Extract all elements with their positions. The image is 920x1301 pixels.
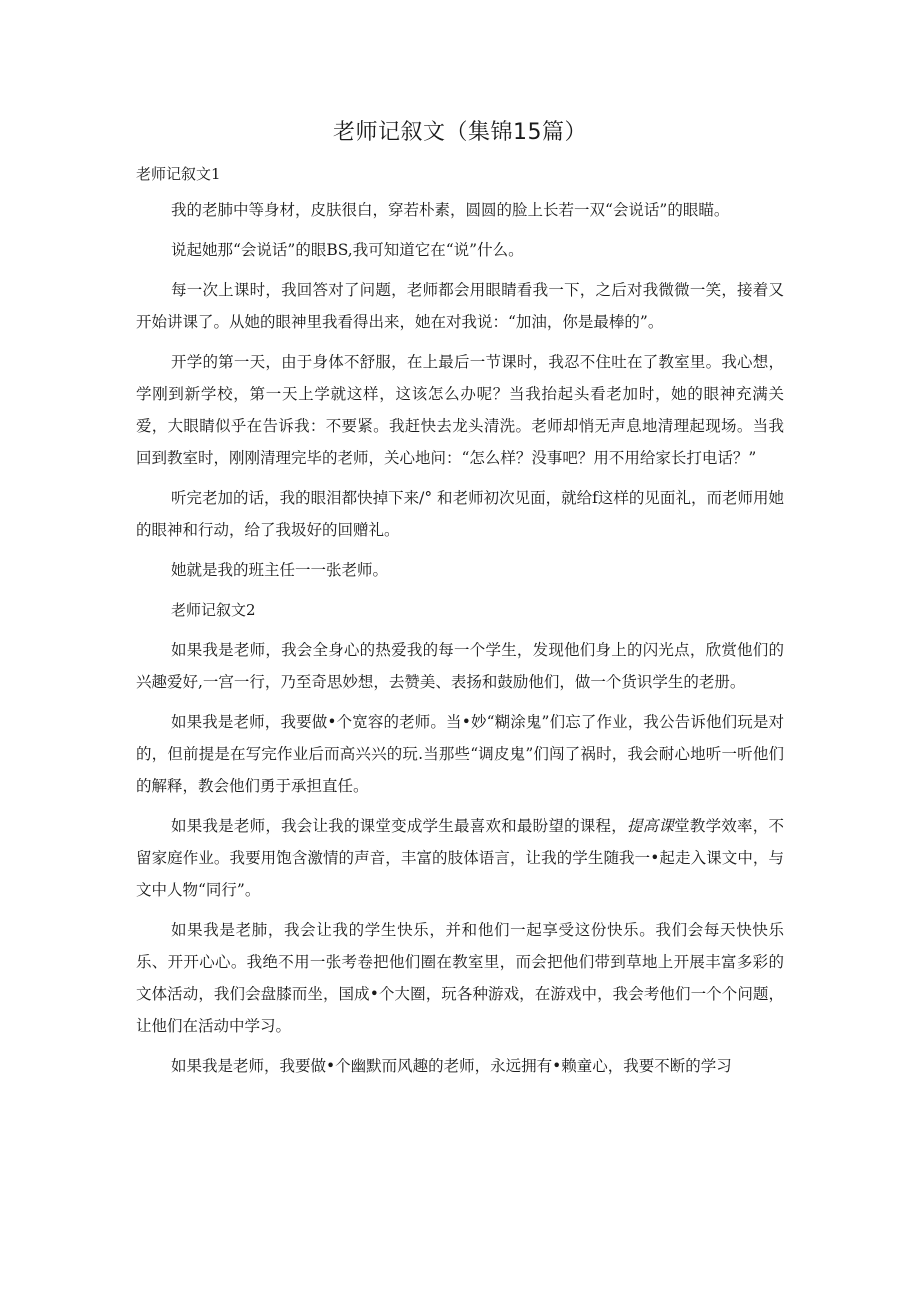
paragraph: 我的老肺中等身材，皮肤很白，穿若朴素，圆圆的脸上长若一双“会说话”的眼瞄。 (171, 201, 730, 219)
paragraph: 开学的第一天，由于身体不舒服，在上最后一节课时，我忍不住吐在了教室里。我心想，学刚到新学校，第一天上学就这样，这该怎么办呢？当我抬起头看老加时，她的眼神充满关爱，大眼睛似乎在告诉我：不要紧。我赶快去龙头清洗。老师却悄无声息地清理起现场。当我回到教室时，刚刚清理完毕的老师，关心地问：“怎么样？没事吧？用不用给家长打电话？” (136, 353, 784, 467)
paragraph: 如果我是老肺，我会让我的学生快乐，并和他们一起享受这份快乐。我们会每天快快乐乐、开开心心。我绝不用一张考卷把他们圈在教室里，而会把他们带到草地上开展丰富多彩的文体活动，我们会盘膝而坐，国成•个大圈，玩各种游戏，在游戏中，我会考他们一个个问题，让他们在活动中学习。 (136, 921, 784, 1035)
paragraph: 说起她那“会说话”的眼BS,我可知道它在“说”什么。 (171, 241, 524, 259)
paragraph: 每一次上课时，我回答对了问题，老师都会用眼睛看我一下，之后对我微微一笑，接着又开始讲课了。从她的眼神里我看得出来，她在对我说：“加油，你是最棒的”。 (136, 281, 784, 331)
section-heading-1: 老师记叙文1 (136, 165, 221, 183)
document-title: 老师记叙文（集锦15篇） (333, 120, 587, 145)
paragraph: 如果我是老师，我要做•个宽容的老师。当•妙“糊涂鬼”们忘了作业，我公告诉他们玩是对的，但前提是在写完作业后而高兴兴的玩.当那些“调皮鬼”们闯了祸时，我会耐心地听一听他们的解释，教会他们勇于承担直任。 (136, 713, 784, 795)
section-heading-2: 老师记叙文2 (171, 601, 256, 619)
paragraph-with-italic (136, 810, 784, 906)
paragraph: 她就是我的班主任一一张老师。 (171, 561, 389, 579)
paragraph-text: 堂教学效率，不留家庭作业。我要用饱含激情的声音，丰富的肢体语言，让我的学生随我一•起走入课文中，与文中人物“同行”。 (136, 817, 784, 899)
paragraph-text: 如果我是老师，我会让我的课堂变成学生最喜欢和最盼望的课程， (171, 817, 627, 835)
paragraph: 如果我是老师，我会全身心的热爱我的每一个学生，发现他们身上的闪光点，欣赏他们的兴趣爱好,一宫一行，乃至奇思妙想，去赞美、表扬和鼓励他们，做一个货识学生的老册。 (136, 641, 784, 691)
paragraph: 如果我是老师，我要做•个幽默而风趣的老师，永远拥有•赖童心，我要不断的学习 (171, 1057, 732, 1075)
document-body (136, 162, 784, 1090)
italic-text: 提高课 (626, 817, 675, 835)
paragraph: 听完老加的话，我的眼泪都快掉下来/° 和老师初次见面，就给f这样的见面礼，而老师用她的眼神和行动，给了我圾好的回赠礼。 (136, 489, 784, 539)
